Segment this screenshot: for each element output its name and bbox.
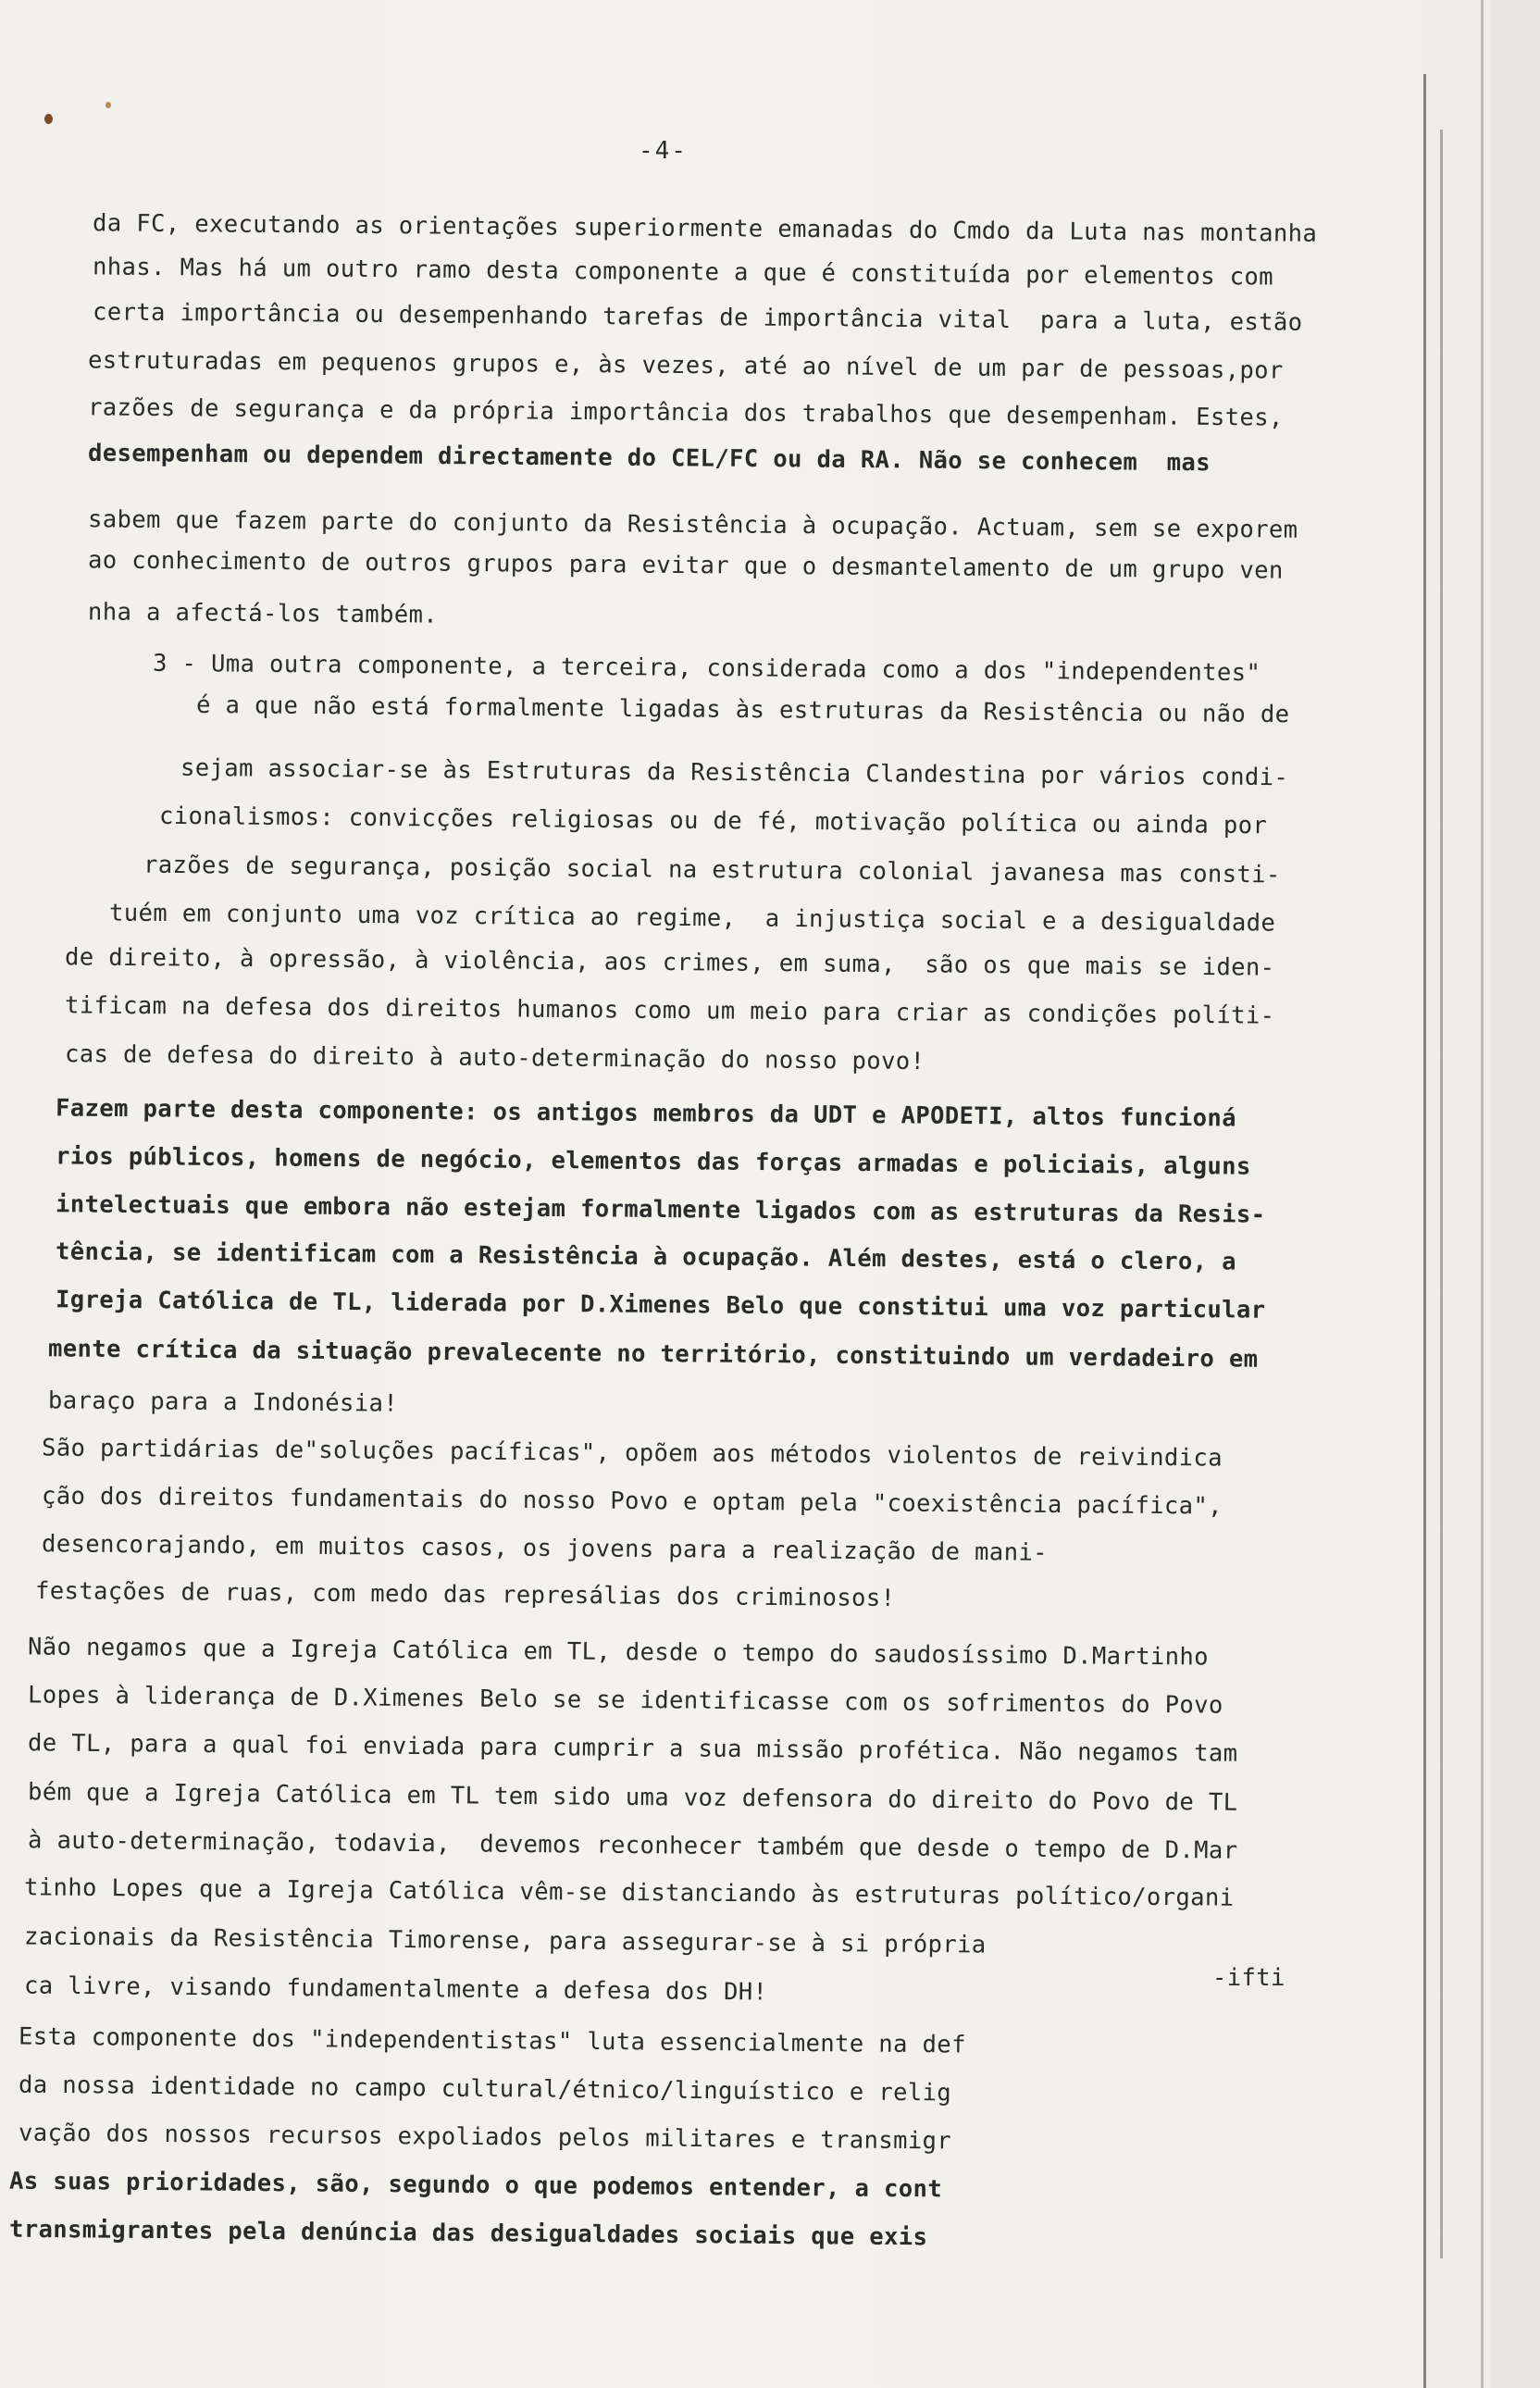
text-line: ca livre, visando fundamentalmente a defesa dos DH! (23, 1971, 768, 2007)
text-line: razões de segurança e da própria importância dos trabalhos que desempenham. Estes, (87, 393, 1284, 432)
text-line: cionalismos: convicções religiosas ou de fé, motivação política ou ainda por (158, 802, 1268, 840)
text-line: São partidárias de"soluções pacíficas", opõem aos métodos violentos de reivindica (41, 1434, 1223, 1473)
text-line: da FC, executando as orientações superiormente emanadas do Cmdo da Luta nas montanha (92, 209, 1318, 248)
page-stack-edge (1481, 0, 1484, 2388)
text-line: bém que a Igreja Católica em TL tem sido uma voz defensora do direito do Povo de TL (27, 1778, 1238, 1817)
text-line: nhas. Mas há um outro ramo desta componente a que é constituída por elementos com (92, 253, 1274, 292)
text-line: intelectuais que embora não estejam formalmente ligados com as estruturas da Resis- (55, 1190, 1266, 1229)
text-line: ao conhecimento de outros grupos para evitar que o desmantelamento de um grupo ven (87, 546, 1284, 585)
text-line: mente crítica da situação prevalecente no território, constituindo um verdadeiro em (47, 1335, 1259, 1374)
text-line: Não negamos que a Igreja Católica em TL, desde o tempo do saudosíssimo D.Martinho (27, 1633, 1210, 1672)
text-line: é a que não está formalmente ligadas às estruturas da Resistência ou não de (195, 690, 1290, 729)
text-line: tuém em conjunto uma voz crítica ao regime, a injustiça social e a desigualdade (108, 899, 1276, 938)
text-line: rios públicos, homens de negócio, elementos das forças armadas e policiais, alguns (55, 1142, 1251, 1181)
text-line: sejam associar-se às Estruturas da Resistência Clandestina por vários condi- (180, 753, 1289, 792)
text-line: baraço para a Indonésia! (47, 1387, 399, 1418)
text-line: Lopes à liderança de D.Ximenes Belo se se identificasse com os sofrimentos do Povo (27, 1681, 1223, 1720)
text-line: Fazem parte desta componente: os antigos membros da UDT e APODETI, altos funcioná (55, 1094, 1237, 1133)
text-line: sabem que fazem parte do conjunto da Resistência à ocupação. Actuam, sem se exporem (87, 505, 1298, 544)
text-line: tificam na defesa dos direitos humanos como um meio para criar as condições políti- (64, 991, 1275, 1030)
text-line: razões de segurança, posição social na estrutura colonial javanesa mas consti- (143, 851, 1281, 889)
page-stack-edge (1423, 74, 1426, 2388)
text-line: cas de defesa do direito à auto-determinação do nosso povo! (64, 1039, 925, 1076)
text-line: 3 - Uma outra componente, a terceira, considerada como a dos "independentes" (152, 649, 1261, 688)
text-line: festações de ruas, com medo das represálias dos criminosos! (34, 1576, 896, 1613)
text-line: de direito, à opressão, à violência, aos crimes, em suma, são os que mais se iden- (64, 943, 1275, 982)
text-line: tência, se identificam com a Resistência à ocupação. Além destes, está o clero, a (55, 1238, 1237, 1276)
text-line: Igreja Católica de TL, liderada por D.Ximenes Belo que constitui uma voz particular (55, 1286, 1266, 1325)
text-line: desencorajando, em muitos casos, os jovens para a realização de mani- (41, 1530, 1049, 1567)
text-line: transmigrantes pela denúncia das desigualdades sociais que exis (8, 2215, 928, 2252)
text-line: da nossa identidade no campo cultural/étnico/linguístico e relig (18, 2071, 952, 2108)
text-line: desempenham ou dependem directamente do CEL/FC ou da RA. Não se conhecem mas (87, 439, 1211, 478)
text-line: de TL, para a qual foi enviada para cumprir a sua missão profética. Não negamos tam (27, 1729, 1238, 1768)
text-line: ção dos direitos fundamentais do nosso Povo e optam pela "coexistência pacífica", (41, 1482, 1223, 1521)
page-stack-edge (1440, 130, 1443, 2258)
text-line: nha a afectá-los também. (87, 598, 439, 629)
margin-fragment: -ifti (1212, 1964, 1285, 1992)
text-line: à auto-determinação, todavia, devemos reconhecer também que desde o tempo de D.Mar (27, 1826, 1238, 1865)
text-line: As suas prioridades, são, segundo o que podemos entender, a cont (8, 2167, 943, 2204)
text-line: Esta componente dos "independentistas" luta essencialmente na def (18, 2022, 967, 2059)
stain-mark (106, 102, 111, 108)
text-line: vação dos nossos recursos expoliados pelos militares e transmigr (18, 2119, 952, 2156)
text-line: zacionais da Resistência Timorense, para assegurar-se à si própria (23, 1922, 987, 1959)
page-number: -4- (639, 137, 688, 165)
text-line: tinho Lopes que a Igreja Católica vêm-se distanciando às estruturas político/organi (23, 1873, 1235, 1912)
text-line: estruturadas em pequenos grupos e, às vezes, até ao nível de um par de pessoas,por (87, 346, 1284, 385)
text-line: certa importância ou desempenhando tarefas de importância vital para a luta, estão (92, 298, 1303, 337)
